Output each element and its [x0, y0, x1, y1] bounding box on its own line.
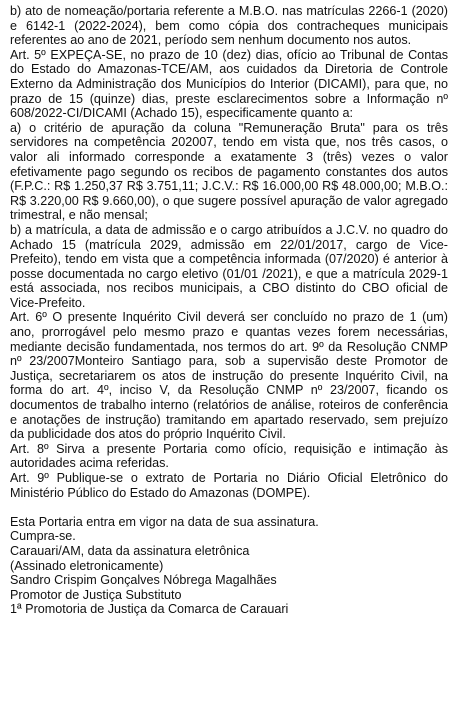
signature-note: (Assinado eletronicamente): [10, 558, 164, 573]
paragraph-art-9: Art. 9º Publique-se o extrato de Portaria no Diário Oficial Eletrônico do Ministério Público do Estado do Amazonas (DOMPE).: [10, 471, 448, 500]
paragraph-item-a-remuneracao: a) o critério de apuração da coluna "Remuneração Bruta" para os três servidores na competência 202007, tendo em vista que, nos três casos, o valor ali informado corresponde a exatamente 3 (três) vezes o valor efetivamente pago segundo os recibos de pagamento constantes dos autos (F.P.C.: R$ 1.250,37 R$ 3.751,11; J.C.V.: R$ 16.000,00 R$ 48.000,00; M.B.O.: R$ 3.220,00 R$ 9.660,00), o que sugere possível apuração de valor agregado trimestral, e não mensal;: [10, 120, 448, 223]
paragraph-item-b-nomeacao: b) ato de nomeação/portaria referente a M.B.O. nas matrículas 2266-1 (2020) e 6142-1 (2022-2024), bem como cópia dos contracheques municipais referentes ao ano de 2021, período sem nenhum documento nos autos.: [10, 4, 448, 48]
paragraph-art-6: Art. 6º O presente Inquérito Civil deverá ser concluído no prazo de 1 (um) ano, prorrogável pelo mesmo prazo e quantas vezes forem necessárias, mediante decisão fundamentada, nos termos do art. 9º da Resolução CNMP nº 23/2007Monteiro Santiago para, sob a supervisão deste Promotor de Justiça, secretariarem os atos de instrução do presente Inquérito Civil, na forma do art. 4º, inciso V, da Resolução CNMP nº 23/2007, ficando os documentos de trabalho interno (relatórios de análise, roteiros de conferência e anotações de instrução) tramitando em apartado reservado, sem prejuízo da publicidade dos atos do próprio Inquérito Civil.: [10, 310, 448, 442]
vigor-statement: Esta Portaria entra em vigor na data de sua assinatura.: [10, 514, 319, 529]
paragraph-art-5: Art. 5º EXPEÇA-SE, no prazo de 10 (dez) dias, ofício ao Tribunal de Contas do Estado do Amazonas-TCE/AM, aos cuidados da Diretoria de Controle Externo da Administração dos Municípios do Interior (DICAMI), para que, no prazo de 15 (quinze) dias, preste esclarecimentos sobre a Informação nº 608/2022-CI/DICAMI (Achado 15), especificamente quanto a:: [10, 47, 448, 121]
place-date: Carauari/AM, data da assinatura eletrônica: [10, 543, 250, 558]
signer-title: Promotor de Justiça Substituto: [10, 587, 182, 602]
blank-line: [10, 500, 448, 515]
signer-office: 1ª Promotoria de Justiça da Comarca de Carauari: [10, 602, 289, 617]
document-page: [10, 4, 448, 617]
signer-name: Sandro Crispim Gonçalves Nóbrega Magalhães: [10, 573, 277, 588]
paragraph-art-8: Art. 8º Sirva a presente Portaria como ofício, requisição e intimação às autoridades acima referidas.: [10, 441, 448, 471]
paragraph-item-b-matricula: b) a matrícula, a data de admissão e o cargo atribuídos a J.C.V. no quadro do Achado 15 (matrícula 2029, admissão em 22/01/2017, cargo de Vice-Prefeito), tendo em vista que a competência informada (07/2020) é anterior à posse documentada no cargo eletivo (01/01 /2021), e que a matrícula 2029-1 está associada, nos recibos municipais, a CBO distinto do CBO oficial de Vice-Prefeito.: [10, 222, 448, 310]
cumpra-se: Cumpra-se.: [10, 529, 76, 544]
